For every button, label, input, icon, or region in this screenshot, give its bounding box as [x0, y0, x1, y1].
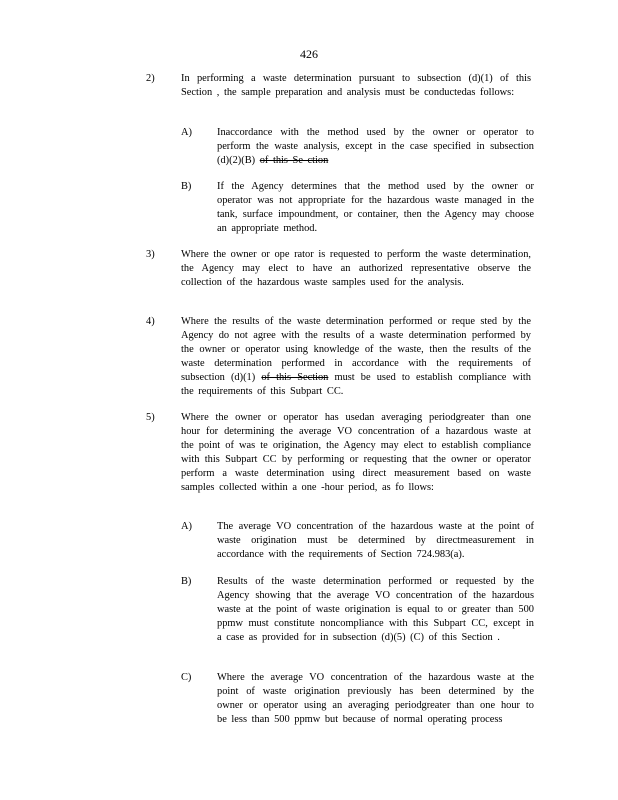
- item-5-text: Where the owner or operator has usedan averaging periodgreater than one hour for determining the average VO concentration of a hazardous waste at the point of was te origination, the Agency may elect to establish compliance with this Subpart CC by performing or requesting that the owner or operator perform a waste determination using direct measurement based on waste samples collected within a one -hour period, as fo llows:: [181, 412, 531, 494]
- item-4-text-before: Where the results of the waste determination performed or reque sted by the Agency do not agree with the results of a waste determination performed by the owner or operator using knowledge of the waste, then the results of the waste determination performed in accordance with the requirements of subsection (d)(1): [181, 316, 531, 384]
- item-2a-text: [217, 126, 534, 168]
- item-5c-number: C): [181, 672, 192, 683]
- item-4-text-after: must be used to establish compliance with the requirements of this Subpart CC.: [181, 372, 531, 398]
- item-5-number: 5): [146, 412, 155, 423]
- item-4-number: 4): [146, 316, 155, 327]
- item-5c-text: Where the average VO concentration of the hazardous waste at the point of waste origination previously has been determined by the owner or operator using an averaging periodgreater than one hour to be less than 500 ppmw but because of normal operating process: [217, 672, 534, 726]
- item-5a-text: The average VO concentration of the hazardous waste at the point of waste origination must be determined by directmeasurement in accordance with the requirements of Section 724.983(a).: [217, 521, 534, 561]
- item-3-text: Where the owner or ope rator is requested to perform the waste determination, the Agency may elect to have an authorized representative observe the collection of the hazardous waste samples used for the analysis.: [181, 249, 531, 289]
- item-2a-struck-text: of this Se ction: [259, 155, 329, 167]
- item-5b-number: B): [181, 576, 192, 587]
- item-2b-number: B): [181, 181, 192, 192]
- item-2a-text-main: Inaccordance with the method used by the owner or operator to perform the waste analysis, except in the case specified in subsection (d)(2)(B): [217, 127, 534, 167]
- item-4-text: [181, 315, 531, 400]
- item-2b-text: If the Agency determines that the method used by the owner or operator was not appropriate for the hazardous waste managed in the tank, surface impoundment, or container, then the Agency may choose an appropriate method.: [217, 181, 534, 235]
- item-5a-number: A): [181, 521, 192, 532]
- item-3-number: 3): [146, 249, 155, 260]
- item-2-number: 2): [146, 73, 155, 84]
- item-4-struck-text: of this Section: [261, 372, 329, 384]
- item-5b-text: Results of the waste determination performed or requested by the Agency showing that the average VO concentration of the hazardous waste at the point of waste origination is equal to or greater than 500 ppmw must constitute noncompliance with this Subpart CC, except in a case as provided for in subsection (d)(5) (C) of this Section .: [217, 576, 534, 644]
- item-2-text: In performing a waste determination pursuant to subsection (d)(1) of this Section , the sample preparation and analysis must be conductedas follows:: [181, 73, 531, 99]
- item-2a-number: A): [181, 127, 192, 138]
- page-number: 426: [300, 47, 318, 61]
